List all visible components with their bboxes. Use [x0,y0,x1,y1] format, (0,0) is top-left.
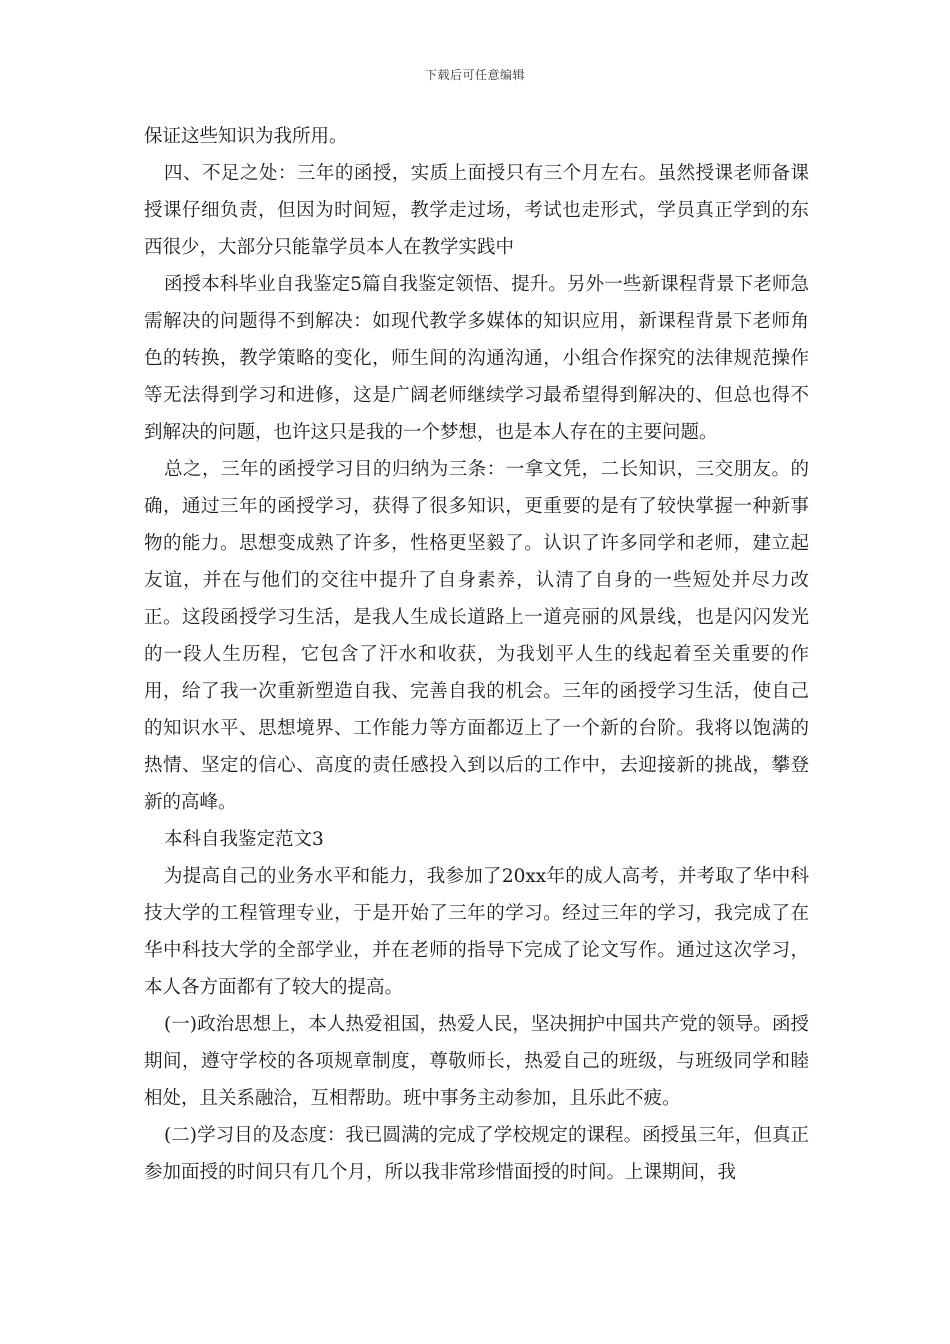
paragraph: 函授本科毕业自我鉴定5篇自我鉴定领悟、提升。另外一些新课程背景下老师急需解决的问题得不到解决：如现代教学多媒体的知识应用，新课程背景下老师角色的转换，教学策略的变化，师生间的沟通沟通，小组合作探究的法律规范操作等无法得到学习和进修，这是广阔老师继续学习最希望得到解决的、但总也得不到解决的问题，也许这只是我的一个梦想，也是本人存在的主要问题。 [144,274,809,443]
document-body [144,118,809,1191]
paragraph: 总之，三年的函授学习目的归纳为三条：一拿文凭，二长知识，三交朋友。的确，通过三年的函授学习，获得了很多知识，更重要的是有了较快掌握一种新事物的能力。思想变成熟了许多，性格更坚毅了。认识了许多同学和老师，建立起友谊，并在与他们的交往中提升了自身素养，认清了自身的一些短处并尽力改正。这段函授学习生活，是我人生成长道路上一道亮丽的风景线，也是闪闪发光的一段人生历程，它包含了汗水和收获，为我划平人生的线起着至关重要的作用，给了我一次重新塑造自我、完善自我的机会。三年的函授学习生活，使自己的知识水平、思想境界、工作能力等方面都迈上了一个新的台阶。我将以饱满的热情、坚定的信心、高度的责任感投入到以后的工作中，去迎接新的挑战，攀登新的高峰。 [144,459,809,813]
section-heading: 本科自我鉴定范文3 [164,829,324,850]
paragraph: 保证这些知识为我所用。 [144,126,348,147]
paragraph: 四、不足之处：三年的函授，实质上面授只有三个月左右。虽然授课老师备课授课仔细负责，但因为时间短，教学走过场，考试也走形式，学员真正学到的东西很少，大部分只能靠学员本人在教学实践中 [144,163,809,258]
paragraph: 为提高自己的业务水平和能力，我参加了20xx年的成人高考，并考取了华中科技大学的工程管理专业，于是开始了三年的学习。经过三年的学习，我完成了在华中科技大学的全部学业，并在老师的指导下完成了论文写作。通过这次学习，本人各方面都有了较大的提高。 [144,866,809,998]
page-header: 下载后可任意编辑 [424,68,525,82]
paragraph: (二)学习目的及态度：我已圆满的完成了学校规定的课程。函授虽三年，但真正参加面授的时间只有几个月，所以我非常珍惜面授的时间。上课期间，我 [144,1125,809,1183]
paragraph: (一)政治思想上，本人热爱祖国，热爱人民，坚决拥护中国共产党的领导。函授期间，遵守学校的各项规章制度，尊敬师长，热爱自己的班级，与班级同学和睦相处，且关系融洽，互相帮助。班中事务主动参加，且乐此不疲。 [144,1014,809,1109]
